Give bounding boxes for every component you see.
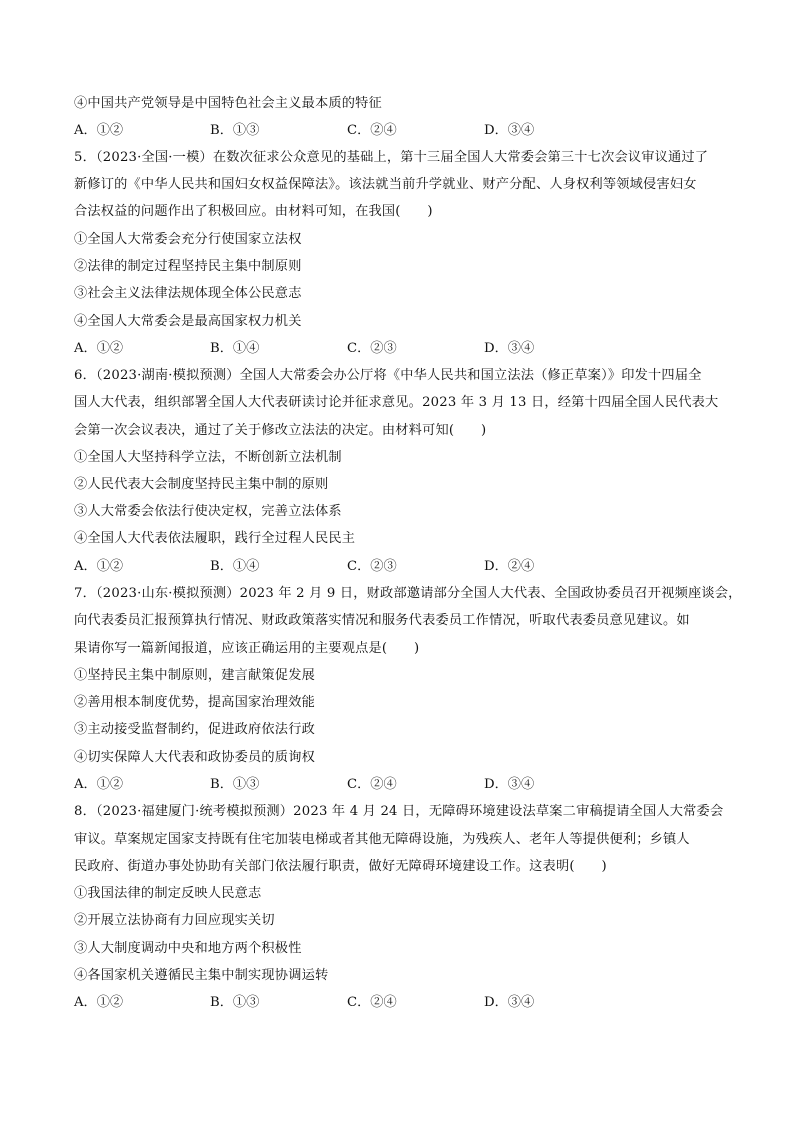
q8-option-b[interactable]: B．①③	[210, 995, 260, 1010]
q6-option-a[interactable]: A．①②	[74, 559, 124, 574]
q7-item-4: ④切实保障人大代表和政协委员的质询权	[74, 750, 315, 765]
q5-item-1: ①全国人大常委会充分行使国家立法权	[74, 232, 302, 247]
q8-item-3: ③人大制度调动中央和地方两个积极性	[74, 941, 302, 956]
q5-option-a[interactable]: A．①②	[74, 341, 124, 356]
q6-stem-line-2: 国人大代表，组织部署全国人大代表研读讨论并征求意见。2023 年 3 月 13 日，经第十四届全国人民代表大	[74, 395, 719, 410]
q8-item-4: ④各国家机关遵循民主集中制实现协调运转	[74, 968, 329, 983]
q8-stem-line-3: 民政府、街道办事处协助有关部门依法履行职责，做好无障碍环境建设工作。这表明( )	[74, 859, 607, 874]
q6-item-4: ④全国人大代表依法履职，践行全过程人民民主	[74, 531, 356, 546]
q5-options	[74, 340, 714, 358]
q6-item-2: ②人民代表大会制度坚持民主集中制的原则	[74, 477, 329, 492]
q5-option-c[interactable]: C．②③	[347, 341, 397, 356]
q5-item-4: ④全国人大常委会是最高国家权力机关	[74, 314, 302, 329]
q7-item-2: ②善用根本制度优势，提高国家治理效能	[74, 695, 315, 710]
q7-item-1: ①坚持民主集中制原则，建言献策促发展	[74, 668, 315, 683]
q4-option-b[interactable]: B．①③	[210, 123, 260, 138]
q7-stem-line-1: 7．（2023·山东·模拟预测）2023 年 2 月 9 日，财政部邀请部分全国人大代表、全国政协委员召开视频座谈会，	[74, 586, 742, 601]
q8-stem-line-1: 8．（2023·福建厦门·统考模拟预测）2023 年 4 月 24 日，无障碍环境建设法草案二审稿提请全国人大常委会	[74, 804, 724, 819]
q6-option-c[interactable]: C．②③	[347, 559, 397, 574]
q7-option-d[interactable]: D．③④	[484, 777, 535, 792]
q8-option-d[interactable]: D．③④	[484, 995, 535, 1010]
q7-stem-line-3: 果请你写一篇新闻报道，应该正确运用的主要观点是( )	[74, 641, 420, 656]
q4-option-d[interactable]: D．③④	[484, 123, 535, 138]
q8-option-a[interactable]: A．①②	[74, 995, 124, 1010]
q6-item-1: ①全国人大坚持科学立法，不断创新立法机制	[74, 450, 342, 465]
q8-item-2: ②开展立法协商有力回应现实关切	[74, 913, 275, 928]
q7-stem-line-2: 向代表委员汇报预算执行情况、财政政策落实情况和服务代表委员工作情况，听取代表委员意见建议。如	[74, 613, 690, 628]
q4-options	[74, 122, 714, 140]
q6-stem-line-3: 会第一次会议表决，通过了关于修改立法法的决定。由材料可知( )	[74, 423, 487, 438]
q7-option-a[interactable]: A．①②	[74, 777, 124, 792]
q6-item-3: ③人大常委会依法行使决定权，完善立法体系	[74, 504, 342, 519]
q5-item-2: ②法律的制定过程坚持民主集中制原则	[74, 259, 302, 274]
q5-stem-line-1: 5．（2023·全国·一模）在数次征求公众意见的基础上，第十三届全国人大常委会第三十七次会议审议通过了	[74, 150, 709, 165]
q8-stem-line-2: 审议。草案规定国家支持既有住宅加装电梯或者其他无障碍设施，为残疾人、老年人等提供便利；乡镇人	[74, 832, 690, 847]
q8-options	[74, 994, 714, 1012]
q6-option-d[interactable]: D．②④	[484, 559, 535, 574]
q7-option-b[interactable]: B．①③	[210, 777, 260, 792]
q4-item-4: ④中国共产党领导是中国特色社会主义最本质的特征	[74, 96, 382, 111]
q5-stem-line-3: 合法权益的问题作出了积极回应。由材料可知，在我国( )	[74, 204, 433, 219]
q7-options	[74, 776, 714, 794]
q7-option-c[interactable]: C．②④	[347, 777, 397, 792]
q5-item-3: ③社会主义法律法规体现全体公民意志	[74, 286, 302, 301]
q6-options	[74, 558, 714, 576]
q8-option-c[interactable]: C．②④	[347, 995, 397, 1010]
q5-option-b[interactable]: B．①④	[210, 341, 260, 356]
q5-option-d[interactable]: D．③④	[484, 341, 535, 356]
q5-stem-line-2: 新修订的《中华人民共和国妇女权益保障法》。该法就当前升学就业、财产分配、人身权利等领域侵害妇女	[74, 177, 697, 192]
q7-item-3: ③主动接受监督制约，促进政府依法行政	[74, 722, 315, 737]
q6-option-b[interactable]: B．①④	[210, 559, 260, 574]
q4-option-c[interactable]: C．②④	[347, 123, 397, 138]
q4-option-a[interactable]: A．①②	[74, 123, 124, 138]
q8-item-1: ①我国法律的制定反映人民意志	[74, 886, 262, 901]
q6-stem-line-1: 6．（2023·湖南·模拟预测）全国人大常委会办公厅将《中华人民共和国立法法（修正草案）》印发十四届全	[74, 368, 702, 383]
